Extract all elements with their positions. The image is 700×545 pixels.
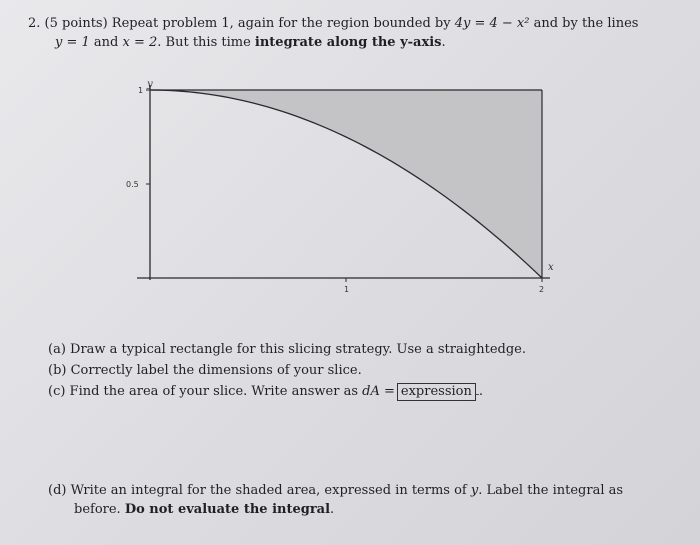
part-d [48,481,658,519]
answer-box: expression [397,383,476,401]
y-variable: y [470,483,479,498]
dA-variable: dA [362,384,380,399]
part-b: (b) Correctly label the dimensions of your slice. [48,363,362,378]
line-equation-y: y = 1 [55,35,90,50]
part-a: (a) Draw a typical rectangle for this slicing strategy. Use a straightedge. [48,342,526,357]
y-tick-label-half: 0.5 [126,180,139,189]
emphasis-integrate-y: integrate along the y-axis [254,35,442,50]
x-tick-label-1: 1 [344,285,350,294]
shaded-region [150,90,542,278]
y-tick-label-1: 1 [138,86,144,95]
y-axis-label: y [147,79,153,90]
curve-equation: 4y = 4 − x² [454,16,530,31]
emphasis-do-not-evaluate: Do not evaluate the integral [124,502,331,517]
x-tick-label-2: 2 [539,285,545,294]
x-axis-label: x [548,262,554,273]
problem-line-2: y = 1 and x = 2. But this time integrate along the y-axis. [55,35,446,50]
part-c: (c) Find the area of your slice. Write answer as dA = expression . [48,384,483,399]
question-parts [48,339,526,402]
line-equation-x: x = 2 [122,35,158,50]
problem-line-1: 2. (5 points) Repeat problem 1, again for the region bounded by 4y = 4 − x² and by the lines [28,16,639,31]
part-d-line-1: (d) Write an integral for the shaded area, expressed in terms of y. Label the integral as [48,483,624,498]
part-d-line-2: before. Do not evaluate the integral. [74,502,335,517]
